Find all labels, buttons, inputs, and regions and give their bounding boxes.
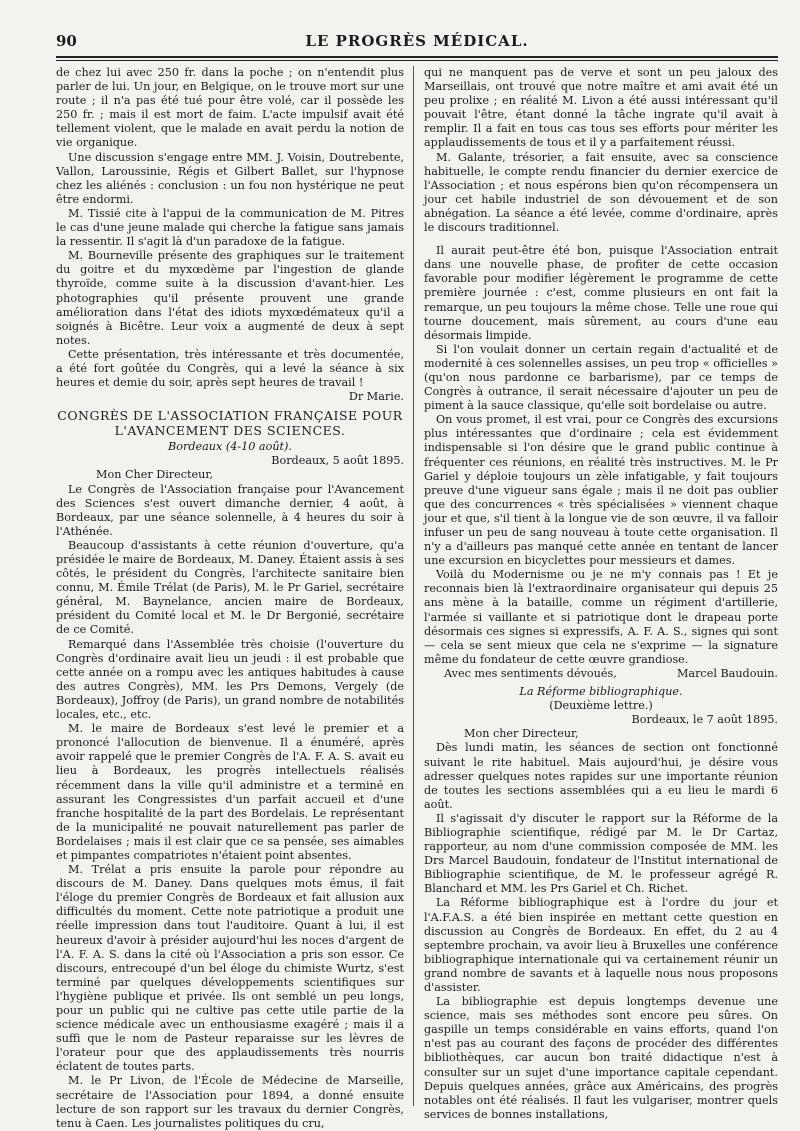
paragraph: Dès lundi matin, les séances de section ont fonctionné suivant le rite habituel. Mais aujourd'hui, je désire vous adresser quelques notes rapides sur une importante réunion de toutes les sections assemblées qui a eu lieu le mardi 6 août. <box>424 741 778 811</box>
closing-text: Avec mes sentiments dévoués, <box>444 666 617 680</box>
header-rule-thin <box>56 60 778 61</box>
paragraph: M. le maire de Bordeaux s'est levé le premier et a prononcé l'allocution de bienvenue. Il a énuméré, après avoir rappelé que le premier Congrès de l'A. F. A. S. avait eu lieu à Bordeaux, les progrès intellectuels réalisés récemment dans la ville qu'il administre et a terminé en assurant les Congressistes d'un parfait accueil et d'une franche hospitalité de la part des Bordelais. Le représentant de la municipalité ne pouvait naturellement pas parler de Bordelaises ; mais il est clair que ce sa pensée, ses aimables et pimpantes compatriotes n'étaient point absentes. <box>56 722 404 862</box>
paragraph: Cette présentation, très intéressante et très documentée, a été fort goûtée du Congrès, qui a levé la séance à six heures et demie du soir, après sept heures de travail ! <box>56 347 404 390</box>
paragraph: Remarqué dans l'Assemblée très choisie (l'ouverture du Congrès d'ordinaire avait lieu un jeudi : il est probable que cette année on a rompu avec les antiques habitudes à cause des autres Congrès), MM. les Prs Demons, Vergely (de Bordeaux), Joffroy (de Paris), un grand nombre de notabilités locales, etc., etc. <box>56 637 404 722</box>
page-number: 90 <box>56 32 77 50</box>
closing <box>424 667 778 681</box>
paragraph: M. Tissié cite à l'appui de la communication de M. Pitres le cas d'une jeune malade qui cherche la fatigue sans jamais la ressentir. Il s'agit là d'un paradoxe de la fatigue. <box>56 206 404 249</box>
spacer <box>424 235 778 244</box>
paragraph: Si l'on voulait donner un certain regain d'actualité et de modernité à ces solennelles assises, un peu trop « officielles » (qu'on nous pardonne ce barbarisme), par ce temps de Congrès à outrance, il serait nécessaire d'ajouter un peu de piment à la sauce classique, qu'elle soit bordelaise ou autre. <box>424 342 778 413</box>
paragraph: La bibliographie est depuis longtemps devenue une science, mais ses méthodes sont encore peu sûres. On gaspille un temps considérable en vains efforts, quand l'on n'est pas au courant des façons de procéder des différentes bibliothèques, car aucun bon traité didactique n'est à consulter sur un sujet d'une importance capitale cependant. Depuis quelques années, grâce aux Américains, des progrès notables ont été réalisés. Il faut les vulgariser, montrer quels services de bonnes installations, <box>424 995 778 1121</box>
dateline: Bordeaux, 5 août 1895. <box>271 454 404 468</box>
section-title: CONGRÈS DE L'ASSOCIATION FRANÇAISE POUR L'AVANCEMENT DES SCIENCES. <box>57 408 403 439</box>
salutation: Mon Cher Directeur, <box>96 468 214 482</box>
paragraph: M. Bourneville présente des graphiques sur le traitement du goitre et du myxœdème par l'ingestion de glande thyroïde, comme suite à la discussion d'avant-hier. Les photographies qu'il présente prouvent une grande amélioration dans l'état des idiots myxœdémateux qu'il a soignés à Bicêtre. Leur voix a augmenté de deux à sept notes. <box>56 249 404 347</box>
signature: Marcel Baudouin. <box>676 666 778 680</box>
column-divider <box>413 66 414 1106</box>
section-subtitle: Bordeaux (4-10 août). <box>168 440 292 454</box>
right-column <box>424 66 778 1121</box>
paragraph: de chez lui avec 250 fr. dans la poche ; on n'entendit plus parler de lui. Un jour, en Belgique, on le trouve mort sur une route ; il n'a pas été tué pour être volé, car il possède les 250 fr. ; mais il est mort de faim. L'acte impulsif avait été tellement violent, que le malade en avait perdu la notion de vie organique. <box>56 66 404 150</box>
signature: Dr Marie. <box>348 390 404 404</box>
paragraph: Une discussion s'engage entre MM. J. Voisin, Doutrebente, Vallon, Laroussinie, Régis et Gilbert Ballet, sur l'hypnose chez les aliénés : conclusion : un fou non hystérique ne peut être endormi. <box>56 150 404 206</box>
paragraph: La Réforme bibliographique est à l'ordre du jour et l'A.F.A.S. a été bien inspirée en mettant cette question en discussion au Congrès de Bordeaux. En effet, du 2 au 4 septembre prochain, va avoir lieu à Bruxelles une conférence bibliographique internationale qui va certainement réunir un grand nombre de savants et à laquelle nous nous proposons d'assister. <box>424 896 778 994</box>
header-rule <box>56 56 778 58</box>
section-title: La Réforme bibliographique. <box>519 685 683 699</box>
paragraph: Il aurait peut-être été bon, puisque l'Association entrait dans une nouvelle phase, de profiter de cette occasion favorable pour modifier légèrement le programme de cette première journée : c'est, comme plusieurs en ont fait la remarque, un peu toujours la même chose. Telle une roue qui tourne doucement, mais sûrement, au cours d'une eau désormais limpide. <box>424 244 778 342</box>
paragraph: qui ne manquent pas de verve et sont un peu jaloux des Marseillais, ont trouvé que notre maître et ami avait été un peu prolixe ; en réalité M. Livon a été aussi intéressant qu'il pouvait l'être, étant donné la tâche ingrate qu'il avait à remplir. Il a fait en tous cas tous ses efforts pour mériter les applaudissements de tous et il y a parfaitement réussi. <box>424 66 778 150</box>
page-header <box>56 32 778 54</box>
paragraph: On vous promet, il est vrai, pour ce Congrès des excursions plus intéressantes que d'ordinaire ; cela est évidemment indispensable si l'on désire que le grand public continue à fréquenter ces réunions, en réalité très instructives. M. le Pr Gariel y déploie toujours un zèle infatigable, y fait toujours preuve d'une vigueur sans égale ; mais il ne doit pas oublier que des concurrences « très spécialisées » viennent chaque jour et que, s'il tient à la longue vie de son œuvre, il va falloir infuser un peu de sang nouveau à toute cette organisation. Il n'y a d'ailleurs pas manqué cette année en tentant de lancer une excursion en bicyclettes pour messieurs et dames. <box>424 413 778 568</box>
paragraph: Beaucoup d'assistants à cette réunion d'ouverture, qu'a présidée le maire de Bordeaux, M. Daney. Étaient assis à ses côtés, le président du Congrès, l'architecte sanitaire bien connu, M. Émile Trélat (de Paris), M. le Pr Gariel, secrétaire général, M. Baynelance, ancien maire de Bordeaux, président du Comité local et M. le Dr Bergonié, secrétaire de ce Comité. <box>56 538 404 637</box>
salutation: Mon cher Directeur, <box>464 727 579 741</box>
paragraph: M. le Pr Livon, de l'École de Médecine de Marseille, secrétaire de l'Association pour 1894, a donné ensuite lecture de son rapport sur les travaux du dernier Congrès, tenu à Caen. Les journalistes politiques du cru, <box>56 1074 404 1130</box>
paragraph: M. Galante, trésorier, a fait ensuite, avec sa conscience habituelle, le compte rendu financier du dernier exercice de l'Association ; et nous espérons bien qu'on récompensera un jour cet habile industriel de son dévouement et de son abnégation. La séance a été levée, comme d'ordinaire, après le discours traditionnel. <box>424 150 778 235</box>
dateline: Bordeaux, le 7 août 1895. <box>631 713 778 727</box>
paragraph: Le Congrès de l'Association française pour l'Avancement des Sciences s'est ouvert dimanche dernier, 4 août, à Bordeaux, par une séance solennelle, à 4 heures du soir à l'Athénée. <box>56 482 404 538</box>
paragraph: Voilà du Modernisme ou je ne m'y connais pas ! Et je reconnais bien là l'extraordinaire organisateur qui depuis 25 ans mène à la bataille, comme un régiment d'artillerie, l'armée si vaillante et si patriotique dont le drapeau porte désormais ces signes si expressifs, A. F. A. S., signes qui sont — cela se sent mieux que cela ne s'exprime — la signature même du fondateur de cette œuvre grandiose. <box>424 568 778 666</box>
section-subtitle: (Deuxième lettre.) <box>549 699 653 713</box>
left-column <box>56 66 404 1130</box>
running-title: LE PROGRÈS MÉDICAL. <box>305 32 529 50</box>
paragraph: Il s'agissait d'y discuter le rapport sur la Réforme de la Bibliographie scientifique, rédigé par M. le Dr Cartaz, rapporteur, au nom d'une commission composée de MM. les Drs Marcel Baudouin, fondateur de l'Institut international de Bibliographie scientifique, de M. le professeur agrégé R. Blanchard et MM. les Prs Gariel et Ch. Richet. <box>424 811 778 896</box>
paragraph: M. Trélat a pris ensuite la parole pour répondre au discours de M. Daney. Dans quelques mots émus, il fait l'éloge du premier Congrès de Bordeaux et fait allusion aux difficultés du moment. Cette note patriotique a produit une réelle impression dans tout l'auditoire. Quant à lui, il est heureux d'avoir à présider aujourd'hui les noces d'argent de l'A. F. A. S. dans la cité où l'Association a pris son essor. Ce discours, entrecoupé d'un bel éloge du chimiste Wurtz, s'est terminé par quelques développements scientifiques sur l'hygiène publique et privée. Ils ont semblé un peu longs, pour un public qui ne cultive pas cette utile partie de la science médicale avec un enthousiasme exagéré ; mais il a suffi que le nom de Pasteur reparaisse sur les lèvres de l'orateur pour que des applaudissements très nourris éclatent de toutes parts. <box>56 863 404 1074</box>
